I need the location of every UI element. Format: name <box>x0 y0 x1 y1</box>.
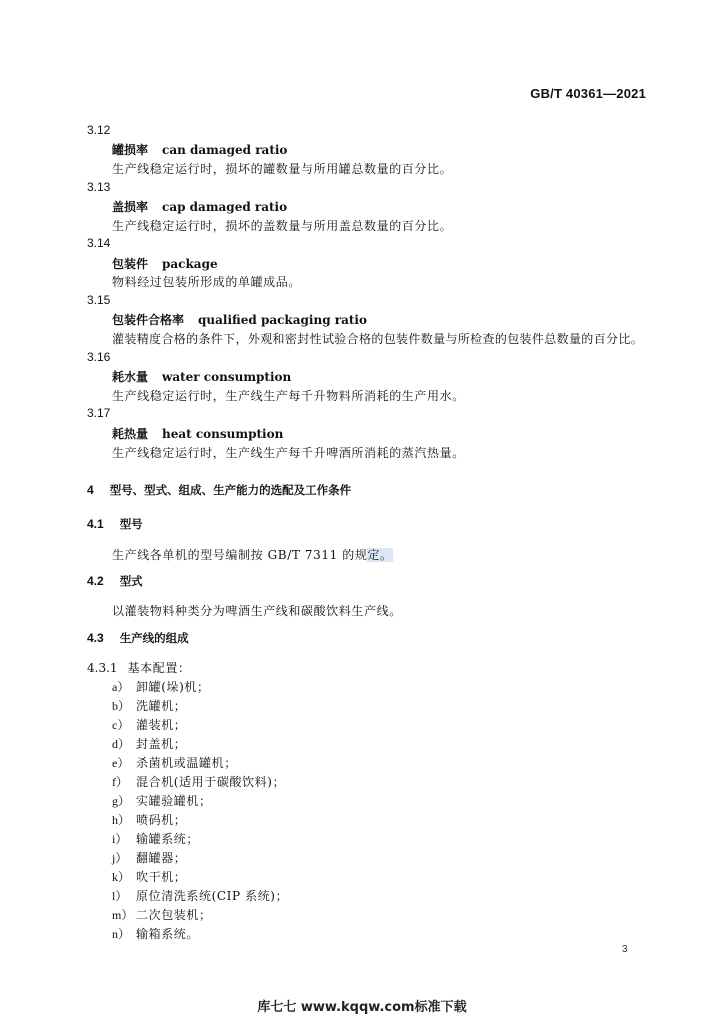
term-cn: 耗热量 <box>112 427 149 441</box>
list-marker: d） <box>112 737 131 751</box>
term-title <box>112 368 291 385</box>
list-marker: e） <box>112 756 130 770</box>
list-item <box>112 792 212 809</box>
list-item <box>112 735 186 752</box>
term-definition: 生产线稳定运行时，生产线生产每千升物料所消耗的生产用水。 <box>112 389 465 403</box>
subsection-title: 生产线的组成 <box>119 631 189 645</box>
list-text: 输箱系统。 <box>136 927 200 941</box>
list-marker: i） <box>112 832 128 846</box>
list-marker: n） <box>112 927 131 941</box>
list-marker: l） <box>112 889 128 903</box>
term-number: 3.17 <box>87 406 111 420</box>
term-number: 3.12 <box>87 123 111 137</box>
page-number: 3 <box>622 944 628 955</box>
list-text: 卸罐(垛)机； <box>136 680 210 694</box>
list-marker: g） <box>112 794 131 808</box>
term-cn: 耗水量 <box>112 370 149 384</box>
list-text: 吹干机； <box>136 870 187 884</box>
list-marker: f） <box>112 775 128 789</box>
subsection-heading <box>87 630 189 646</box>
term-number: 3.16 <box>87 350 111 364</box>
list-item <box>112 868 186 885</box>
term-title <box>112 311 367 328</box>
term-number: 3.15 <box>87 293 111 307</box>
section-heading <box>87 482 351 498</box>
list-text: 洗罐机； <box>136 699 187 713</box>
list-text: 翻罐器； <box>136 851 187 865</box>
list-marker: c） <box>112 718 130 732</box>
term-number: 3.14 <box>87 236 111 250</box>
term-cn: 包装件合格率 <box>112 313 185 327</box>
subsection-number: 4.3 <box>87 631 104 645</box>
list-marker: b） <box>112 699 131 713</box>
term-title <box>112 425 283 442</box>
list-marker: h） <box>112 813 131 827</box>
list-item <box>112 773 285 790</box>
term-cn: 罐损率 <box>112 143 149 157</box>
list-marker: k） <box>112 870 131 884</box>
list-text: 输罐系统； <box>136 832 200 846</box>
term-title <box>112 198 287 215</box>
term-en: can damaged ratio <box>162 143 288 157</box>
list-text: 喷码机； <box>136 813 187 827</box>
paragraph: 以灌装物料种类分为啤酒生产线和碳酸饮料生产线。 <box>112 604 402 618</box>
list-text: 灌装机； <box>136 718 187 732</box>
subsection-number: 4.2 <box>87 574 104 588</box>
clause-heading <box>87 659 191 676</box>
list-item <box>112 811 186 828</box>
term-definition: 生产线稳定运行时，损坏的罐数量与所用罐总数量的百分比。 <box>112 162 453 176</box>
list-text: 混合机(适用于碳酸饮料)； <box>136 775 286 789</box>
list-marker: a） <box>112 680 130 694</box>
term-en: heat consumption <box>162 427 284 441</box>
list-item <box>112 697 186 714</box>
footer-watermark: 库七七 www.kqqw.com标准下载 <box>257 1000 467 1015</box>
subsection-heading <box>87 516 143 532</box>
term-definition: 物料经过包装所形成的单罐成品。 <box>112 275 302 289</box>
term-en: cap damaged ratio <box>162 200 288 214</box>
list-item <box>112 925 199 942</box>
list-item <box>112 716 186 733</box>
term-en: water consumption <box>162 370 292 384</box>
list-item <box>112 678 210 695</box>
list-item <box>112 887 288 904</box>
list-item <box>112 830 199 847</box>
term-cn: 盖损率 <box>112 200 149 214</box>
paragraph-text: 生产线各单机的型号编制按 GB/T 7311 的规 <box>112 548 368 562</box>
term-title <box>112 141 287 158</box>
list-text: 实罐验罐机； <box>136 794 212 808</box>
clause-number: 4.3.1 <box>87 661 118 675</box>
list-marker: j） <box>112 851 128 865</box>
clause-label: 基本配置： <box>127 661 191 675</box>
term-definition: 生产线稳定运行时，生产线生产每千升啤酒所消耗的蒸汽热量。 <box>112 446 465 460</box>
term-en: package <box>162 257 218 271</box>
term-definition: 生产线稳定运行时，损坏的盖数量与所用盖总数量的百分比。 <box>112 219 453 233</box>
list-text: 杀菌机或温罐机； <box>136 756 237 770</box>
subsection-heading <box>87 573 143 589</box>
list-text: 封盖机； <box>136 737 187 751</box>
term-number: 3.13 <box>87 180 111 194</box>
list-item <box>112 906 212 923</box>
standard-number: GB/T 40361—2021 <box>530 86 646 101</box>
highlighted-punct: 。 <box>380 548 393 562</box>
subsection-number: 4.1 <box>87 517 104 531</box>
list-item <box>112 754 237 771</box>
list-item <box>112 849 186 866</box>
subsection-title: 型号 <box>119 517 143 531</box>
highlighted-text: 定 <box>367 548 381 562</box>
list-text: 二次包装机； <box>136 908 212 922</box>
term-cn: 包装件 <box>112 257 149 271</box>
paragraph <box>112 546 393 563</box>
list-marker: m） <box>112 908 134 922</box>
term-en: qualified packaging ratio <box>198 313 367 327</box>
term-title <box>112 255 218 272</box>
term-definition: 灌装精度合格的条件下，外观和密封性试验合格的包装件数量与所检查的包装件总数量的百分比。 <box>112 332 644 346</box>
list-text: 原位清洗系统(CIP 系统)； <box>136 889 289 903</box>
section-title: 型号、型式、组成、生产能力的选配及工作条件 <box>109 483 352 497</box>
section-number: 4 <box>87 483 94 497</box>
subsection-title: 型式 <box>119 574 143 588</box>
